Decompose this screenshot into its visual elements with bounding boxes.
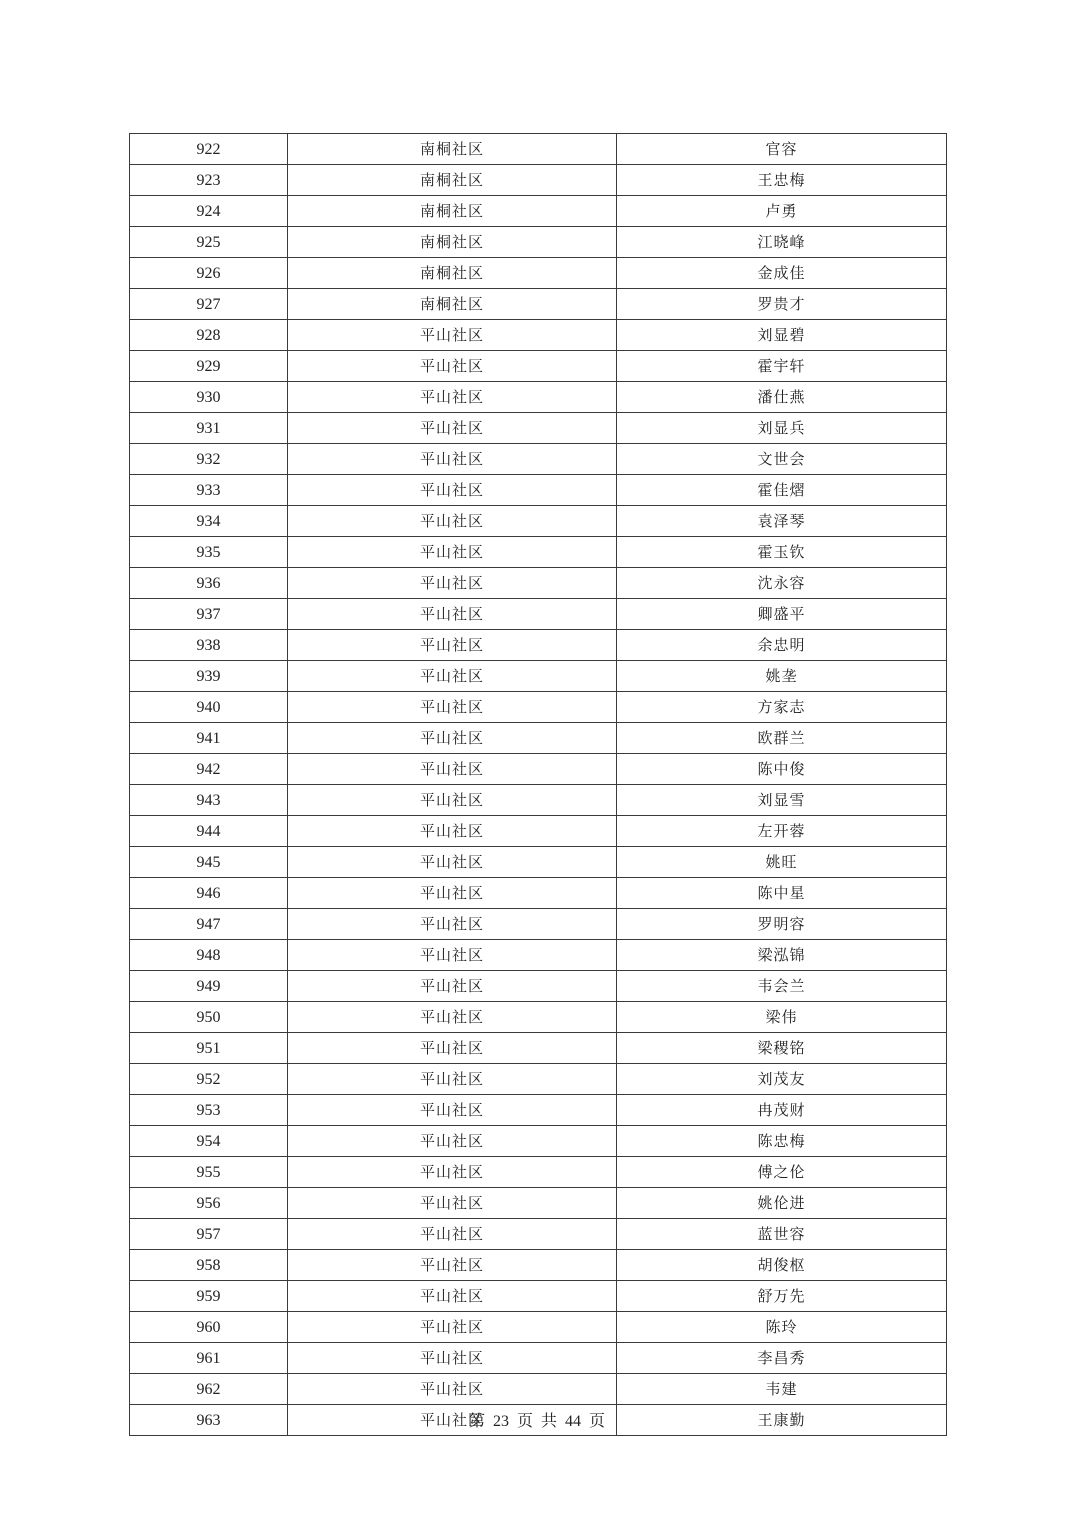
name-cell: 胡俊枢 [617, 1250, 947, 1281]
name-cell: 刘显兵 [617, 413, 947, 444]
table-row [130, 1219, 947, 1250]
row-number-cell: 954 [130, 1126, 288, 1157]
row-number-cell: 925 [130, 227, 288, 258]
row-number-cell: 939 [130, 661, 288, 692]
name-cell: 梁稷铭 [617, 1033, 947, 1064]
name-cell: 袁泽琴 [617, 506, 947, 537]
table-row [130, 289, 947, 320]
table-row [130, 227, 947, 258]
community-cell: 平山社区 [288, 1405, 617, 1436]
name-cell: 卿盛平 [617, 599, 947, 630]
row-number-cell: 937 [130, 599, 288, 630]
name-cell: 官容 [617, 134, 947, 165]
community-cell: 南桐社区 [288, 165, 617, 196]
row-number-cell: 951 [130, 1033, 288, 1064]
community-cell: 平山社区 [288, 1095, 617, 1126]
name-cell: 刘显雪 [617, 785, 947, 816]
row-number-cell: 955 [130, 1157, 288, 1188]
row-number-cell: 926 [130, 258, 288, 289]
community-cell: 平山社区 [288, 1281, 617, 1312]
table-row [130, 568, 947, 599]
row-number-cell: 948 [130, 940, 288, 971]
table-row [130, 878, 947, 909]
table-row [130, 692, 947, 723]
community-cell: 南桐社区 [288, 227, 617, 258]
table-row [130, 971, 947, 1002]
community-cell: 平山社区 [288, 1002, 617, 1033]
community-cell: 平山社区 [288, 692, 617, 723]
row-number-cell: 949 [130, 971, 288, 1002]
community-cell: 南桐社区 [288, 196, 617, 227]
table-row [130, 661, 947, 692]
name-cell: 韦会兰 [617, 971, 947, 1002]
table-row [130, 537, 947, 568]
row-number-cell: 928 [130, 320, 288, 351]
community-cell: 平山社区 [288, 1343, 617, 1374]
community-cell: 平山社区 [288, 1033, 617, 1064]
row-number-cell: 929 [130, 351, 288, 382]
name-cell: 姚旺 [617, 847, 947, 878]
table-row [130, 258, 947, 289]
name-cell: 姚垄 [617, 661, 947, 692]
table-row [130, 1312, 947, 1343]
row-number-cell: 934 [130, 506, 288, 537]
table-row [130, 351, 947, 382]
community-cell: 平山社区 [288, 382, 617, 413]
table-row [130, 1281, 947, 1312]
row-number-cell: 945 [130, 847, 288, 878]
community-cell: 平山社区 [288, 816, 617, 847]
name-cell: 陈中星 [617, 878, 947, 909]
row-number-cell: 960 [130, 1312, 288, 1343]
community-cell: 平山社区 [288, 785, 617, 816]
row-number-cell: 962 [130, 1374, 288, 1405]
row-number-cell: 944 [130, 816, 288, 847]
name-cell: 陈忠梅 [617, 1126, 947, 1157]
name-cell: 王康勤 [617, 1405, 947, 1436]
row-number-cell: 927 [130, 289, 288, 320]
table-row [130, 754, 947, 785]
name-cell: 欧群兰 [617, 723, 947, 754]
table-row [130, 599, 947, 630]
community-cell: 平山社区 [288, 568, 617, 599]
table-row [130, 413, 947, 444]
table-row [130, 506, 947, 537]
name-cell: 王忠梅 [617, 165, 947, 196]
table-row [130, 1002, 947, 1033]
name-cell: 沈永容 [617, 568, 947, 599]
row-number-cell: 947 [130, 909, 288, 940]
community-cell: 平山社区 [288, 1157, 617, 1188]
table-row [130, 444, 947, 475]
table-row [130, 382, 947, 413]
row-number-cell: 953 [130, 1095, 288, 1126]
community-cell: 平山社区 [288, 971, 617, 1002]
community-cell: 平山社区 [288, 537, 617, 568]
name-cell: 罗贵才 [617, 289, 947, 320]
name-cell: 霍佳熠 [617, 475, 947, 506]
community-cell: 平山社区 [288, 661, 617, 692]
row-number-cell: 935 [130, 537, 288, 568]
name-cell: 陈中俊 [617, 754, 947, 785]
page-footer: 第 23 页 共 44 页 [468, 1413, 605, 1430]
table-row [130, 1064, 947, 1095]
row-number-cell: 950 [130, 1002, 288, 1033]
row-number-cell: 922 [130, 134, 288, 165]
community-cell: 平山社区 [288, 1064, 617, 1095]
name-cell: 冉茂财 [617, 1095, 947, 1126]
roster-table-body [130, 134, 947, 1436]
row-number-cell: 936 [130, 568, 288, 599]
name-cell: 罗明容 [617, 909, 947, 940]
community-cell: 平山社区 [288, 754, 617, 785]
row-number-cell: 946 [130, 878, 288, 909]
table-row [130, 134, 947, 165]
table-row [130, 1374, 947, 1405]
name-cell: 刘显碧 [617, 320, 947, 351]
community-cell: 平山社区 [288, 1250, 617, 1281]
name-cell: 傅之伦 [617, 1157, 947, 1188]
table-row [130, 475, 947, 506]
name-cell: 韦建 [617, 1374, 947, 1405]
community-cell: 平山社区 [288, 1126, 617, 1157]
community-cell: 南桐社区 [288, 134, 617, 165]
row-number-cell: 933 [130, 475, 288, 506]
table-row [130, 723, 947, 754]
name-cell: 梁泓锦 [617, 940, 947, 971]
community-cell: 平山社区 [288, 1312, 617, 1343]
name-cell: 梁伟 [617, 1002, 947, 1033]
name-cell: 蓝世容 [617, 1219, 947, 1250]
row-number-cell: 931 [130, 413, 288, 444]
name-cell: 霍宇轩 [617, 351, 947, 382]
community-cell: 平山社区 [288, 475, 617, 506]
row-number-cell: 941 [130, 723, 288, 754]
name-cell: 刘茂友 [617, 1064, 947, 1095]
community-cell: 平山社区 [288, 599, 617, 630]
table-row [130, 1095, 947, 1126]
table-row [130, 816, 947, 847]
name-cell: 卢勇 [617, 196, 947, 227]
community-cell: 平山社区 [288, 1374, 617, 1405]
row-number-cell: 940 [130, 692, 288, 723]
row-number-cell: 958 [130, 1250, 288, 1281]
row-number-cell: 961 [130, 1343, 288, 1374]
table-row [130, 1126, 947, 1157]
row-number-cell: 924 [130, 196, 288, 227]
community-cell: 平山社区 [288, 1188, 617, 1219]
row-number-cell: 932 [130, 444, 288, 475]
community-cell: 南桐社区 [288, 258, 617, 289]
roster-table [129, 133, 947, 1436]
community-cell: 平山社区 [288, 940, 617, 971]
table-row [130, 1250, 947, 1281]
name-cell: 陈玲 [617, 1312, 947, 1343]
row-number-cell: 943 [130, 785, 288, 816]
row-number-cell: 923 [130, 165, 288, 196]
row-number-cell: 959 [130, 1281, 288, 1312]
name-cell: 左开蓉 [617, 816, 947, 847]
name-cell: 余忠明 [617, 630, 947, 661]
table-row [130, 1188, 947, 1219]
table-row [130, 630, 947, 661]
name-cell: 李昌秀 [617, 1343, 947, 1374]
community-cell: 南桐社区 [288, 289, 617, 320]
name-cell: 姚伦进 [617, 1188, 947, 1219]
name-cell: 文世会 [617, 444, 947, 475]
table-row [130, 847, 947, 878]
table-row [130, 909, 947, 940]
row-number-cell: 956 [130, 1188, 288, 1219]
table-row [130, 940, 947, 971]
row-number-cell: 938 [130, 630, 288, 661]
table-row [130, 320, 947, 351]
table-row [130, 1343, 947, 1374]
community-cell: 平山社区 [288, 878, 617, 909]
row-number-cell: 930 [130, 382, 288, 413]
row-number-cell: 957 [130, 1219, 288, 1250]
table-row [130, 785, 947, 816]
community-cell: 平山社区 [288, 320, 617, 351]
community-cell: 平山社区 [288, 630, 617, 661]
table-row [130, 196, 947, 227]
community-cell: 平山社区 [288, 909, 617, 940]
table-row [130, 1157, 947, 1188]
community-cell: 平山社区 [288, 506, 617, 537]
row-number-cell: 963 [130, 1405, 288, 1436]
name-cell: 霍玉钦 [617, 537, 947, 568]
community-cell: 平山社区 [288, 847, 617, 878]
name-cell: 金成佳 [617, 258, 947, 289]
row-number-cell: 952 [130, 1064, 288, 1095]
community-cell: 平山社区 [288, 413, 617, 444]
name-cell: 舒万先 [617, 1281, 947, 1312]
name-cell: 江晓峰 [617, 227, 947, 258]
community-cell: 平山社区 [288, 444, 617, 475]
name-cell: 方家志 [617, 692, 947, 723]
table-row [130, 165, 947, 196]
table-row [130, 1033, 947, 1064]
name-cell: 潘仕燕 [617, 382, 947, 413]
community-cell: 平山社区 [288, 1219, 617, 1250]
community-cell: 平山社区 [288, 351, 617, 382]
row-number-cell: 942 [130, 754, 288, 785]
community-cell: 平山社区 [288, 723, 617, 754]
